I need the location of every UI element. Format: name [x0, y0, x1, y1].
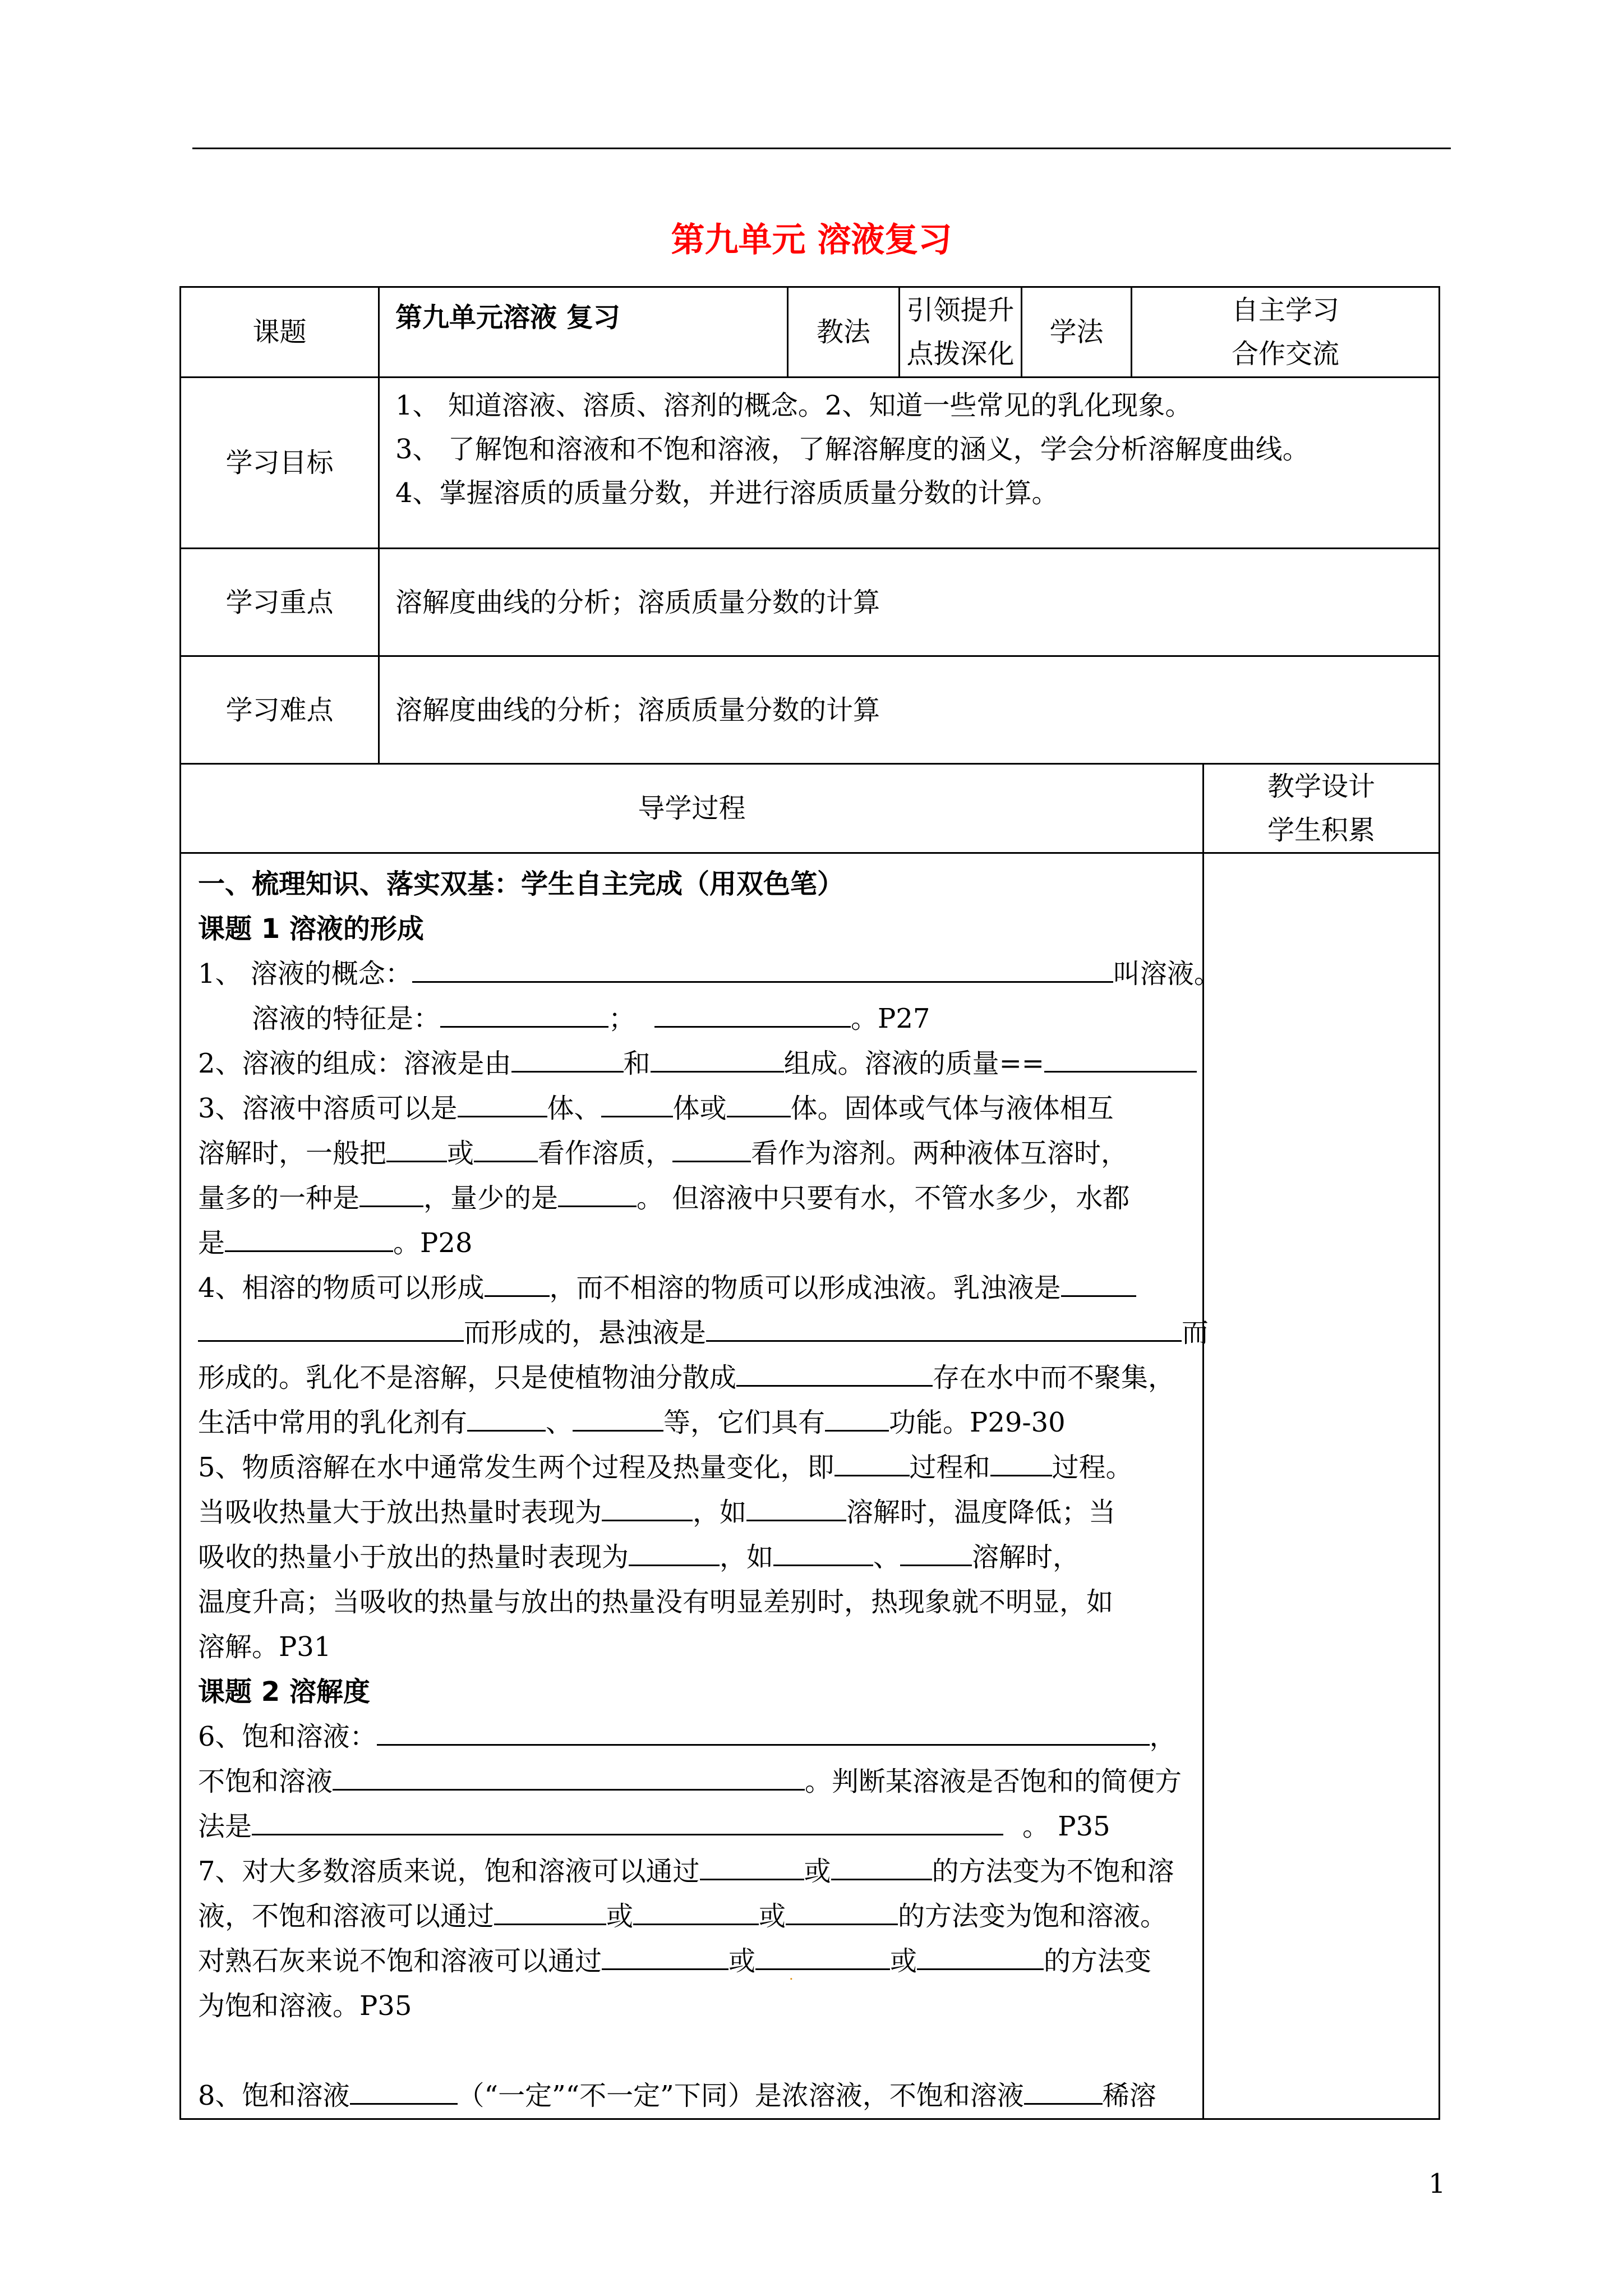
question-text: 而 [1182, 1317, 1209, 1349]
question-text: ，而不相溶的物质可以形成浊液。乳浊液是 [549, 1272, 1061, 1304]
question-line [198, 1086, 1192, 1131]
question-text: 功能。P29-30 [889, 1407, 1066, 1438]
question-text: 或 [728, 1945, 756, 1977]
question-line [198, 1266, 1192, 1310]
study-value [1132, 287, 1440, 378]
blank[interactable] [900, 1535, 972, 1566]
question-text: ； [608, 1003, 636, 1034]
blank[interactable] [727, 1087, 791, 1117]
question-text: 或 [759, 1901, 786, 1932]
question-text: 、 [873, 1542, 901, 1573]
question-line [198, 1310, 1209, 1355]
question-text: 对熟石灰来说不饱和溶液可以通过 [198, 1945, 602, 1977]
blank[interactable] [377, 1715, 1150, 1746]
question-line [198, 1176, 1192, 1221]
topic-heading: 课题 1 溶液的形成 [198, 913, 424, 945]
question-text: 或 [890, 1945, 917, 1977]
row-goals [181, 378, 1440, 549]
blank[interactable] [225, 1221, 393, 1252]
question-text: 的方法变为不饱和溶 [932, 1856, 1174, 1887]
design-label [1204, 764, 1440, 853]
question-text: 、 [546, 1407, 573, 1438]
question-line [198, 1759, 1192, 1804]
key-label: 学习重点 [181, 549, 379, 656]
blank[interactable] [1044, 1042, 1197, 1073]
question-text: 溶液的特征是： [252, 1003, 441, 1034]
key-value: 溶解度曲线的分析；溶质质量分数的计算 [379, 549, 1440, 656]
difficulty-value: 溶解度曲线的分析；溶质质量分数的计算 [379, 656, 1440, 764]
row-topic [181, 287, 1440, 378]
question-text: 看作为溶剂。两种液体互溶时， [751, 1138, 1128, 1169]
question-text: 或 [447, 1138, 474, 1169]
spacer-line [198, 2028, 1192, 2073]
blank[interactable] [602, 1939, 728, 1970]
blank[interactable] [746, 1490, 846, 1521]
question-line [198, 1939, 1192, 1984]
topic-heading: 课题 2 溶解度 [198, 1676, 370, 1708]
question-line: 温度升高；当吸收的热量与放出的热量没有明显差别时，热现象就不明显，如 [198, 1586, 1114, 1618]
question-text: 5、物质溶解在水中通常发生两个过程及热量变化，即 [198, 1452, 834, 1483]
question-text: 。P27 [851, 1003, 930, 1034]
header-rule [192, 148, 1451, 149]
blank[interactable] [198, 1311, 464, 1342]
question-text: 存在水中而不聚集， [933, 1362, 1175, 1393]
blank[interactable] [1061, 1266, 1136, 1297]
blank[interactable] [602, 1490, 693, 1521]
question-line [198, 996, 1192, 1041]
question-text: 溶解时，一般把 [198, 1138, 387, 1169]
question-line [198, 1221, 1192, 1266]
question-line [198, 1490, 1192, 1535]
question-text: 稀溶 [1102, 2080, 1156, 2111]
question-text: 6、饱和溶液： [198, 1721, 377, 1752]
question-text: 体或 [672, 1093, 727, 1124]
page-title: 第九单元 溶液复习 [671, 220, 952, 260]
question-line: 为饱和溶液。P35 [198, 1990, 412, 2022]
blank[interactable] [706, 1311, 1182, 1342]
question-text: 或 [804, 1856, 831, 1887]
question-text: 当吸收热量大于放出热量时表现为 [198, 1497, 602, 1528]
design-label-line-1: 教学设计 [1267, 771, 1376, 802]
blank[interactable] [386, 1131, 447, 1162]
question-line [198, 1445, 1192, 1490]
question-line [198, 1849, 1192, 1894]
question-text: 形成的。乳化不是溶解，只是使植物油分散成 [198, 1362, 737, 1393]
question-text: 7、对大多数溶质来说，饱和溶液可以通过 [198, 1856, 700, 1887]
blank[interactable] [629, 1535, 720, 1566]
question-line [198, 951, 1221, 996]
question-text: 量多的一种是 [198, 1182, 360, 1214]
blank[interactable] [359, 1176, 423, 1207]
method-value-line-2: 点拨深化 [906, 338, 1015, 370]
question-text: 。 P35 [1022, 1811, 1110, 1842]
blank[interactable] [350, 2074, 458, 2105]
blank[interactable] [825, 1401, 889, 1432]
question-line [198, 1355, 1192, 1400]
blank[interactable] [700, 1849, 804, 1880]
question-text: 溶解时， [972, 1542, 1080, 1573]
process-label: 导学过程 [181, 764, 1204, 853]
blank[interactable] [755, 1939, 890, 1983]
question-line [198, 1041, 1192, 1086]
blank[interactable] [558, 1176, 637, 1207]
question-text: 生活中常用的乳化剂有 [198, 1407, 468, 1438]
question-text: 。 但溶液中只要有水，不管水多少，水都 [637, 1182, 1130, 1214]
question-text: 8、饱和溶液 [198, 2080, 350, 2111]
blank[interactable] [917, 1939, 1044, 1970]
goal-item: 3、 了解饱和溶液和不饱和溶液，了解溶解度的涵义，学会分析溶解度曲线。 [395, 434, 1310, 465]
question-text: 叫溶液。 [1113, 958, 1221, 990]
method-label: 教法 [788, 287, 900, 378]
topic-label: 课题 [181, 287, 379, 378]
page-number: 1 [1428, 2168, 1446, 2200]
question-line [198, 1714, 1192, 1759]
blank[interactable] [252, 1805, 1003, 1835]
study-value-line-2: 合作交流 [1232, 338, 1340, 370]
blank[interactable] [651, 1042, 784, 1073]
study-value-line-1: 自主学习 [1232, 295, 1340, 326]
blank[interactable] [440, 997, 608, 1028]
blank[interactable] [511, 1042, 624, 1073]
row-process-body [181, 853, 1440, 2119]
question-text: 是 [198, 1227, 225, 1259]
lesson-plan-table [179, 286, 1440, 2120]
goal-item: 4、掌握溶质的质量分数，并进行溶质质量分数的计算。 [395, 477, 1059, 509]
question-line [198, 2073, 1192, 2118]
question-text: 不饱和溶液 [198, 1766, 333, 1797]
blank[interactable] [834, 1446, 910, 1476]
topic-value: 第九单元溶液 复习 [379, 287, 788, 378]
question-text: 而形成的，悬浊液是 [464, 1317, 707, 1349]
question-text: 体。固体或气体与液体相互 [790, 1093, 1114, 1124]
stray-mark: . [789, 1967, 794, 1983]
question-text: 和 [623, 1048, 651, 1079]
question-text: 或 [606, 1901, 634, 1932]
question-line [198, 1894, 1192, 1939]
question-text: ，如 [720, 1542, 774, 1573]
question-text: 体、 [547, 1093, 601, 1124]
row-key-points [181, 549, 1440, 656]
question-text: 溶解时，温度降低；当 [846, 1497, 1116, 1528]
question-text: （“一定”“不一定”下同）是浓溶液，不饱和溶液 [457, 2080, 1024, 2111]
blank[interactable] [786, 1894, 898, 1925]
process-content [181, 853, 1221, 2119]
question-line [198, 1131, 1192, 1176]
blank[interactable] [990, 1446, 1052, 1476]
method-value [900, 287, 1022, 378]
blank[interactable] [1024, 2074, 1103, 2105]
blank[interactable] [467, 1401, 546, 1432]
blank[interactable] [773, 1535, 873, 1566]
blank[interactable] [633, 1894, 759, 1925]
question-line [198, 1400, 1192, 1445]
question-text: 液，不饱和溶液可以通过 [198, 1901, 495, 1932]
blank[interactable] [736, 1356, 933, 1387]
blank[interactable] [485, 1266, 550, 1297]
question-line [198, 1535, 1192, 1580]
question-text: 看作溶质， [538, 1138, 673, 1169]
question-text: 组成。溶液的质量== [783, 1048, 1045, 1079]
goal-item: 1、 知道溶液、溶质、溶剂的概念。2、知道一些常见的乳化现象。 [395, 390, 1192, 421]
blank[interactable] [573, 1401, 663, 1432]
row-process-header [181, 764, 1440, 853]
blank[interactable] [474, 1131, 538, 1162]
study-label: 学法 [1022, 287, 1132, 378]
question-text: 的方法变为饱和溶液。 [898, 1901, 1168, 1932]
question-line [198, 1804, 1192, 1849]
row-difficulties [181, 656, 1440, 764]
blank[interactable] [601, 1087, 673, 1117]
difficulty-label: 学习难点 [181, 656, 379, 764]
goals-list [379, 378, 1440, 549]
method-value-line-1: 引领提升 [906, 295, 1015, 326]
question-text: 。判断某溶液是否饱和的简便方 [805, 1766, 1182, 1797]
blank[interactable] [333, 1760, 805, 1791]
section-heading: 一、梳理知识、落实双基：学生自主完成（用双色笔） [198, 868, 845, 900]
question-text: 过程和 [909, 1452, 990, 1483]
question-text: ，如 [693, 1497, 747, 1528]
question-text: 2、溶液的组成：溶液是由 [198, 1048, 511, 1079]
question-text: 等，它们具有 [663, 1407, 826, 1438]
design-notes-cell [1204, 853, 1440, 2119]
question-text: 法是 [198, 1811, 252, 1842]
question-text: ， [1149, 1721, 1177, 1752]
question-text: 的方法变 [1044, 1945, 1152, 1977]
question-text: ，量少的是 [423, 1182, 559, 1214]
blank[interactable] [412, 952, 1113, 983]
design-label-line-2: 学生积累 [1267, 815, 1376, 846]
blank[interactable] [458, 1087, 547, 1117]
question-line: 溶解。P31 [198, 1631, 331, 1663]
goals-label: 学习目标 [181, 378, 379, 549]
question-text: 1、 溶液的概念： [198, 958, 412, 990]
question-text: 4、相溶的物质可以形成 [198, 1272, 485, 1304]
blank[interactable] [654, 997, 851, 1028]
blank[interactable] [831, 1849, 932, 1880]
blank[interactable] [672, 1131, 751, 1162]
question-text: 吸收的热量小于放出的热量时表现为 [198, 1542, 629, 1573]
question-text: 过程。 [1052, 1452, 1133, 1483]
blank[interactable] [494, 1894, 606, 1925]
question-text: 。P28 [393, 1227, 473, 1259]
question-text: 3、溶液中溶质可以是 [198, 1093, 458, 1124]
